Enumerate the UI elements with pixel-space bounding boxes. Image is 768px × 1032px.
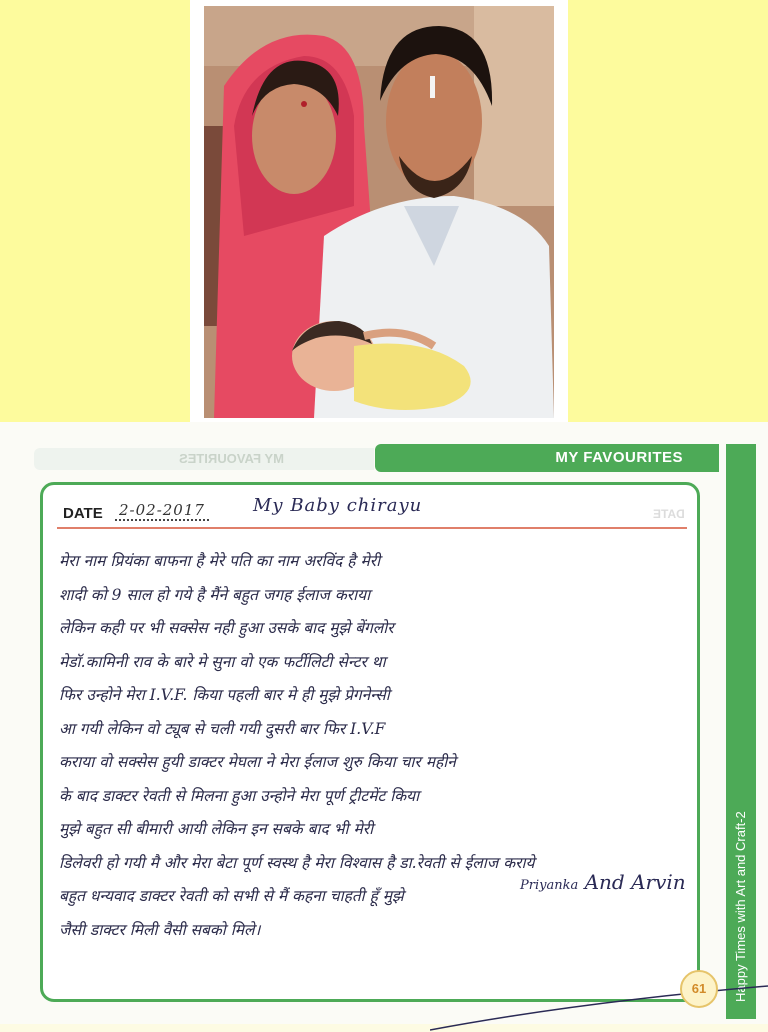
letter-line: जैसी डाक्टर मिली वैसी सबको मिले। bbox=[59, 920, 261, 939]
date-value: 2-02-2017 bbox=[115, 501, 209, 521]
signature-joiner: And bbox=[584, 870, 625, 894]
my-favourites-tab: MY FAVOURITES bbox=[375, 444, 719, 472]
letter-line: बहुत धन्यवाद डाक्टर रेवती को सभी से मैं कहना चाहती हूँ मुझे bbox=[59, 887, 404, 905]
letter-line: कराया वो सक्सेस हुयी डाक्टर मेघला ने मेरा ईलाज शुरु किया चार महीने bbox=[59, 753, 456, 771]
letter-line: के बाद डाक्टर रेवती से मिलना हुआ उन्होने मेरा पूर्ण ट्रीटमेंट किया bbox=[59, 786, 420, 805]
header-rule bbox=[57, 527, 687, 529]
letter-line: शादी को 9 साल हो गये है मैंने बहुत जगह ईलाज कराया bbox=[59, 585, 371, 604]
letter-line: डिलेवरी हो गयी मै और मेरा बेटा पूर्ण स्वस्थ है मेरा विश्वास है डा.रेवती से ईलाज कराये bbox=[59, 853, 535, 872]
letter-line: लेकिन कही पर भी सक्सेस नही हुआ उसके बाद मुझे बेंगलोर bbox=[59, 619, 394, 637]
letter-line: मेडॉ.कामिनी राव के बारे मे सुना वो एक फर्टीलिटी सेन्टर था bbox=[59, 652, 386, 671]
page-number-badge: 61 bbox=[680, 970, 718, 1008]
mirrored-ghost-date: DATE bbox=[653, 507, 685, 521]
date-label: DATE bbox=[63, 505, 103, 522]
letter-line: आ गयी लेकिन वो ट्यूब से चली गयी दुसरी बार फिर I.V.F bbox=[59, 719, 386, 738]
mirrored-ghost-header: MY FAVOURITES bbox=[34, 448, 374, 470]
letter-line: मेरा नाम प्रियंका बाफना है मेरे पति का नाम अरविंद है मेरी bbox=[59, 552, 381, 570]
signature-name-2: Arvin bbox=[631, 870, 686, 894]
letter-title: My Baby chirayu bbox=[253, 495, 423, 516]
letter-card bbox=[40, 482, 700, 1002]
family-photo-icon bbox=[204, 6, 554, 418]
side-caption: Happy Times with Art and Craft-2 bbox=[733, 811, 748, 1002]
letter-line: फिर उन्होने मेरा I.V.F. किया पहली बार मे ही मुझे प्रेगनेन्सी bbox=[59, 686, 390, 704]
family-photo bbox=[190, 0, 568, 422]
letter-line: मुझे बहुत सी बीमारी आयी लेकिन इन सबके बाद भी मेरी bbox=[59, 820, 374, 838]
notebook-page bbox=[0, 422, 768, 1024]
signature bbox=[520, 870, 686, 894]
signature-name-1: Priyanka bbox=[520, 878, 579, 893]
